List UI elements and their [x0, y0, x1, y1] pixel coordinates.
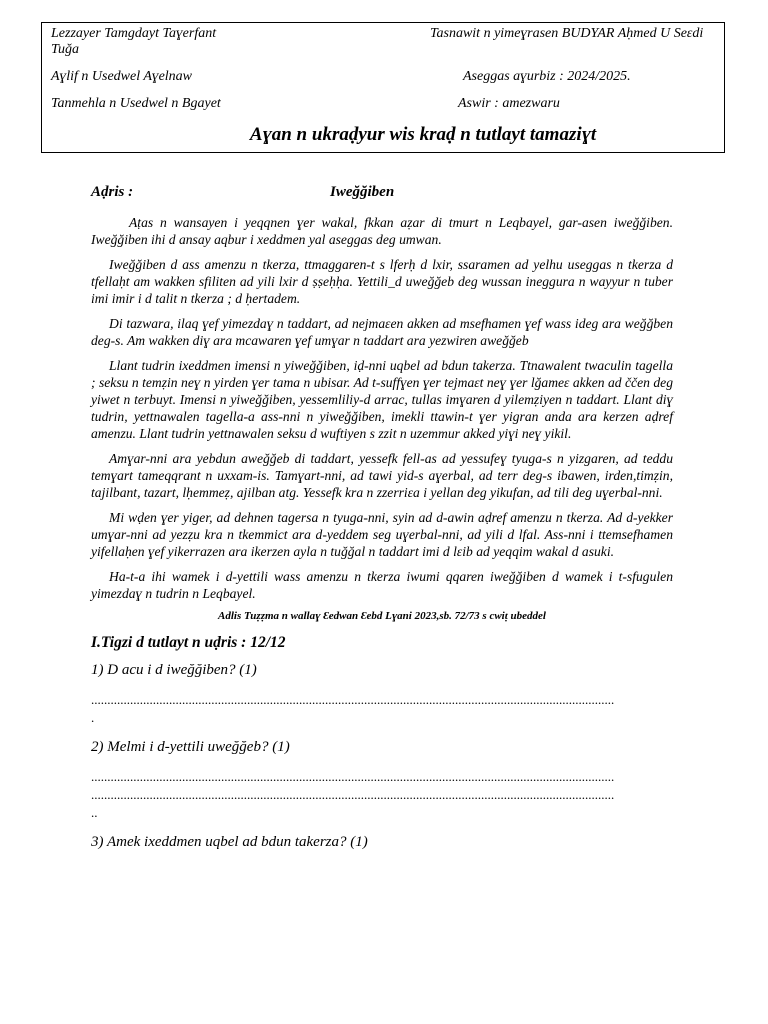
text-paragraph: Mi wḍen ɣer yiger, ad dehnen tagersa n tyuga-nni, syin ad d-awin aḍref amenzu n tkerza. Ad d-yekker umɣar-nni ad yezẓu kra n tkemmict ara d-yeddem seg uɣerbal-nni, ad yili d lfal. Ass-nni i ttemsefhamen yifellaḥen ɣef yikerrazen ara ikerzen ayla n tuğğal n taddart imi d lɛib ad yeqqim wakal d asuki. [91, 510, 673, 559]
school-year: Aseggas aɣurbiz : 2024/2025. [463, 69, 631, 84]
question-3: 3) Amek ixeddmen uqbel ad bdun takerza? (1) [91, 834, 368, 850]
text-title: Iweğğiben [330, 184, 395, 200]
main-content [91, 184, 673, 863]
text-paragraph: Amɣar-nni ara yebdun aweğğeb di taddart, yessefk fell-as ad yessufeɣ tyuga-s n yizgaren, ad teddu temɣart tameqqrant n uxxam-is. Tamɣart-nni, ad tawi yid-s aɣerbal, ad terr deg-s ibawen, irden,timẓin, tajilbant, tazart, lḥemmeẓ, ajilban atg. Yessefk kra n zzerriɛa i yellan deg yikufan, ad tili deg uɣerbal-nni. [91, 451, 673, 500]
question-2: 2) Melmi i d-yettili uweğğeb? (1) [91, 739, 290, 755]
text-source: Adlis Tuẓẓma n wallaɣ Ɛedwan Ɛebd Lɣani 2023,sb. 72/73 s cwiṭ ubeddel [218, 610, 546, 622]
ministry-name: Aɣlif n Usedwel Aɣelnaw [51, 69, 193, 84]
level-label: Aswir : amezwaru [458, 96, 560, 111]
text-paragraph: Llant tudrin ixeddmen imensi n yiweğğiben, iḍ-nni uqbel ad bdun takerza. Ttnawalent twaculin tagella ; seksu n temẓin neɣ n yirden ɣer tama n ubisar. Ad t-suffɣen ɣer tejmaɛt neɣ ɣer lğameɛ akken ad ččen deg yiwet n terbuyt. Imensi n yiweğğiben, yessemliliy-d arrac, tullas imɣaren d yilemẓiyen n taddart. Llant diɣ tudrin, yettnawalen tagella-a ass-nni n yiweğğiben, imekli ttawin-t ɣer yigran anda ara kerzen aḍref amenzu. Llant tudrin yettnawalen seksu d wuftiyen s zzit n uzemmur akked yiɣi neɣ yikil. [91, 358, 673, 441]
directorate-name: Tanmehla n Usedwel n Bgayet [51, 96, 221, 111]
text-paragraph: Di tazwara, ilaq ɣef yimezdaɣ n taddart, ad nejmaɛen akken ad msefhamen ɣef wass ideg ara weğğben deg-s. Am wakken diɣ ara mcawaren ɣef umɣar n taddart ara yezwiren aweğğeb [91, 316, 673, 348]
text-section-heading [91, 184, 673, 206]
questions-heading: I.Tigzi d tutlayt n uḍris : 12/12 [91, 634, 286, 651]
answer-line[interactable]: ................................................................................................................................................................. . [91, 692, 615, 725]
answer-line[interactable]: ................................................................................................................................................................. ................................................................................................................................................................. .. [91, 769, 615, 820]
school-name: Tasnawit n yimeɣrasen BUDYAR Aḥmed U Seɛdi [430, 26, 704, 41]
country-name: Lezzayer Tamgdayt Taɣerfant [51, 26, 217, 41]
text-paragraph: Ha-t-a ihi wamek i d-yettili wass amenzu n tkerza iwumi qqaren iweğğiben d wamek i t-sfugulen yimezdaɣ n tudrin n Leqbayel. [91, 569, 673, 601]
country-name-cont: Tuğa [51, 42, 80, 57]
exam-title: Aɣan n ukraḍyur wis kraḍ n tutlayt tamaziɣt [249, 124, 597, 145]
header-box [41, 22, 725, 153]
text-paragraph: Aṭas n wansayen i yeqqnen ɣer wakal, fkkan aẓar di tmurt n Leqbayel, gar-asen iweğğiben. Iweğğiben ihi d ansay aqbur i xeddmen yal aseggas deg umwan. [91, 215, 673, 247]
text-label: Aḍris : [91, 184, 134, 200]
text-paragraph: Iweğğiben d ass amenzu n tkerza, ttmaggaren-t s lferḥ d lxir, ssaramen ad yelhu useggas n tkerza d tfellaḥt am wakken sfiliten ad yili lxir d ṣṣeḥḥa. Yettili_d uweğğeb deg wussan ineggura n wayyur n tuber imi imir i d talit n tkerza ; d ḥertadem. [91, 257, 673, 306]
question-1: 1) D acu i d iweğğiben? (1) [91, 662, 257, 678]
